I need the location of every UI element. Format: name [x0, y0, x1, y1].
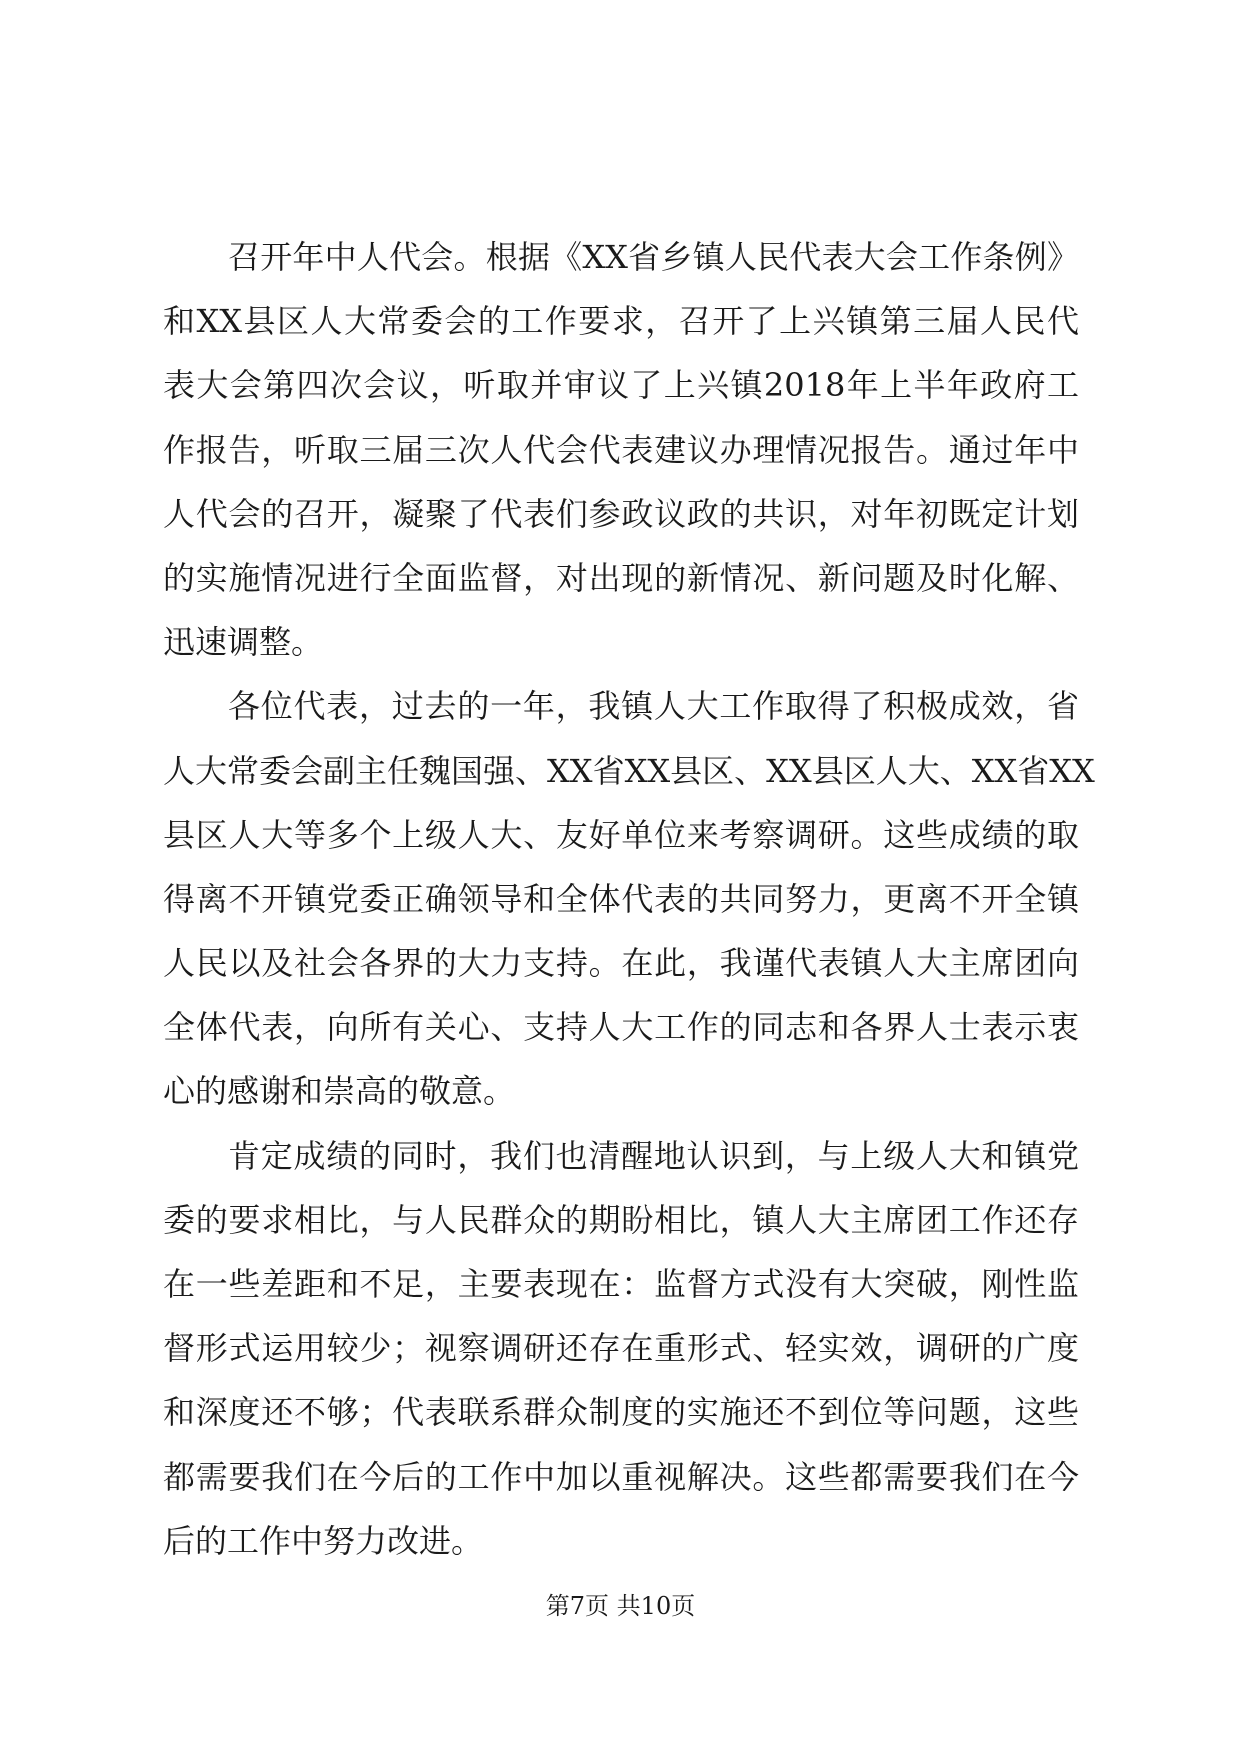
text-line: 督形式运用较少；视察调研还存在重形式、轻实效，调研的广度 — [163, 1329, 1079, 1368]
document-body — [163, 225, 1095, 1573]
paragraph-1 — [163, 225, 1079, 674]
text-line: 得离不开镇党委正确领导和全体代表的共同努力，更离不开全镇 — [163, 879, 1079, 918]
paragraph-3 — [163, 1124, 1079, 1573]
text-line: 和深度还不够；代表联系群众制度的实施还不到位等问题，这些 — [163, 1393, 1079, 1432]
text-line: 人大常委会副主任魏国强、XX省XX县区、XX县区人大、XX省XX — [163, 751, 1095, 790]
text-line: 人代会的召开，凝聚了代表们参政议政的共识，对年初既定计划 — [163, 494, 1079, 533]
text-line: 委的要求相比，与人民群众的期盼相比，镇人大主席团工作还存 — [163, 1200, 1079, 1239]
text-line: 心的感谢和崇高的敬意。 — [163, 1072, 516, 1111]
text-line: 都需要我们在今后的工作中加以重视解决。这些都需要我们在今 — [163, 1457, 1079, 1496]
text-line: 在一些差距和不足，主要表现在：监督方式没有大突破，刚性监 — [163, 1265, 1079, 1303]
text-line: 的实施情况进行全面监督，对出现的新情况、新问题及时化解、 — [163, 558, 1079, 597]
page-footer: 第7页 共10页 — [545, 1592, 696, 1620]
text-line: 肯定成绩的同时，我们也清醒地认识到，与上级人大和镇党 — [228, 1136, 1079, 1175]
text-line: 各位代表，过去的一年，我镇人大工作取得了积极成效，省 — [228, 687, 1079, 726]
text-line: 后的工作中努力改进。 — [163, 1521, 484, 1560]
text-line: 县区人大等多个上级人大、友好单位来考察调研。这些成绩的取 — [163, 815, 1079, 854]
text-line: 表大会第四次会议，听取并审议了上兴镇2018年上半年政府工 — [163, 366, 1079, 405]
text-line: 迅速调整。 — [163, 623, 324, 662]
text-line: 全体代表，向所有关心、支持人大工作的同志和各界人士表示衷 — [163, 1008, 1079, 1047]
text-line: 作报告，听取三届三次人代会代表建议办理情况报告。通过年中 — [163, 430, 1079, 469]
text-line: 召开年中人代会。根据《XX省乡镇人民代表大会工作条例》 — [228, 238, 1079, 276]
paragraph-2 — [163, 674, 1095, 1123]
text-line: 人民以及社会各界的大力支持。在此，我谨代表镇人大主席团向 — [163, 944, 1079, 983]
text-line: 和XX县区人大常委会的工作要求，召开了上兴镇第三届人民代 — [163, 302, 1079, 341]
